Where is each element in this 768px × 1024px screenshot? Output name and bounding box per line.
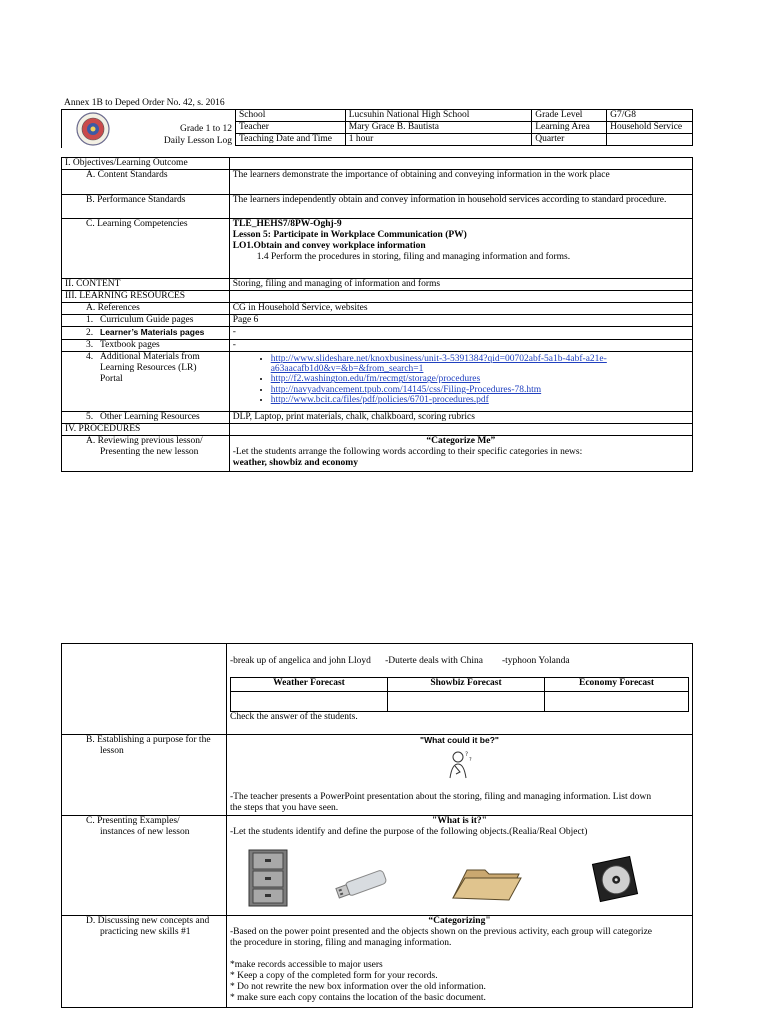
usb-flash-drive-icon <box>330 868 396 900</box>
learning-resources-heading: III. LEARNING RESOURCES <box>62 291 230 303</box>
other-resources-text: DLP, Laptop, print materials, chalk, chalkboard, scoring rubrics <box>229 412 692 424</box>
textbook-pages-label: 3. Textbook pages <box>62 340 230 352</box>
additional-materials-links <box>229 352 692 412</box>
date-time-value: 1 hour <box>345 134 531 146</box>
deped-seal-logo <box>74 111 112 147</box>
grade-label: Grade 1 to 12 <box>180 124 232 134</box>
textbook-pages-text: - <box>229 340 692 352</box>
presenting-examples-cell <box>227 816 693 916</box>
link-bcit[interactable]: http://www.bcit.ca/files/pdf/policies/6701-procedures.pdf <box>270 394 489 405</box>
grade-level-label: Grade Level <box>532 110 607 122</box>
what-is-it-text: -Let the students identify and define the purpose of the following objects.(Realia/Real Object) <box>230 827 588 837</box>
header-row-teacher <box>236 122 693 134</box>
additional-materials-label: 4. Additional Materials from Learning Resources (LR) Portal <box>62 352 230 412</box>
link-washington[interactable]: http://f2.washington.edu/fm/recmgt/storage/procedures <box>270 374 481 385</box>
categorizing-title: “Categorizing" <box>428 916 491 926</box>
learners-materials-text: - <box>229 327 692 340</box>
school-value: Lucsuhin National High School <box>345 110 531 122</box>
showbiz-forecast-header: Showbiz Forecast <box>388 678 545 692</box>
date-time-label: Teaching Date and Time <box>236 134 346 146</box>
lesson-title: Lesson 5: Participate in Workplace Communication (PW) <box>232 230 467 240</box>
categorizing-text-2: the procedure in storing, filing and managing information. <box>230 938 452 948</box>
performance-standards-text: The learners independently obtain and convey information in household services according to standard procedure. <box>229 195 692 219</box>
references-text: CG in Household Service, websites <box>229 303 692 315</box>
weather-forecast-header: Weather Forecast <box>231 678 388 692</box>
categorize-me-words: weather, showbiz and economy <box>232 458 358 468</box>
teacher-label: Teacher <box>236 122 346 134</box>
what-could-it-be-title: "What could it be?" <box>420 735 499 745</box>
discussing-concepts-label: D. Discussing new concepts and practicing new skills #1 <box>62 916 227 1008</box>
showbiz-forecast-answer <box>388 692 545 712</box>
filing-cabinet-icon <box>245 848 293 908</box>
content-text: Storing, filing and managing of information and forms <box>229 279 692 291</box>
quarter-label: Quarter <box>532 134 607 146</box>
check-answer-text: Check the answer of the students. <box>230 712 358 722</box>
lesson-plan-table <box>61 157 693 472</box>
curriculum-guide-text: Page 6 <box>229 315 692 327</box>
svg-text:?: ? <box>465 751 469 758</box>
procedure-item: * Keep a copy of the completed form for your records. <box>230 971 438 981</box>
header-row-date <box>236 134 693 146</box>
what-could-it-be-text-2: the steps that you have seen. <box>230 803 339 813</box>
procedure-item: *make records accessible to major users <box>230 960 383 970</box>
forecast-table <box>230 677 689 712</box>
link-slideshare-cont[interactable]: a63aacafb1d0&v=&b=&from_search=1 <box>270 364 424 375</box>
header-left-cell <box>61 109 236 148</box>
daily-lesson-log-label: Daily Lesson Log <box>163 136 232 146</box>
lesson-plan-table-page2 <box>61 643 693 1008</box>
news-items: -break up of angelica and john Lloyd -Duterte deals with China -typhoon Yolanda <box>230 656 570 666</box>
categorize-me-text: -Let the students arrange the following words according to their specific categories in news: <box>232 447 583 457</box>
header-table <box>235 109 693 146</box>
establishing-purpose-label: B. Establishing a purpose for the lesson <box>62 735 227 816</box>
establishing-purpose-cell <box>227 735 693 816</box>
learning-competencies-label: C. Learning Competencies <box>62 219 230 279</box>
competency-item: 1.4 Perform the procedures in storing, filing and managing information and forms. <box>256 252 571 262</box>
procedure-item: * Do not rewrite the new box information over the old information. <box>230 982 486 992</box>
presenting-examples-label: C. Presenting Examples/ instances of new lesson <box>62 816 227 916</box>
thinking-person-icon <box>442 748 476 782</box>
other-resources-label: 5. Other Learning Resources <box>62 412 230 424</box>
quarter-value <box>607 134 693 146</box>
folder-icon <box>449 864 525 904</box>
what-is-it-title: "What is it?" <box>432 816 487 826</box>
header-row-school <box>236 110 693 122</box>
content-standards-label: A. Content Standards <box>62 170 230 195</box>
reviewing-lesson-label: A. Reviewing previous lesson/ Presenting the new lesson <box>62 436 230 472</box>
categorize-me-title: “Categorize Me” <box>426 436 496 446</box>
content-standards-text: The learners demonstrate the importance of obtaining and conveying information in the work place <box>229 170 692 195</box>
content-heading: II. CONTENT <box>62 279 230 291</box>
learning-area-label: Learning Area <box>532 122 607 134</box>
performance-standards-label: B. Performance Standards <box>62 195 230 219</box>
procedures-heading: IV. PROCEDURES <box>62 424 230 436</box>
discussing-concepts-cell <box>227 916 693 1008</box>
link-navyadvancement[interactable]: http://navyadvancement.tpub.com/14145/css/Filing-Procedures-78.htm <box>270 384 542 395</box>
learners-materials-label: 2. Learner’s Materials pages <box>62 327 230 340</box>
grade-level-value: G7/G8 <box>607 110 693 122</box>
competency-code: TLE_HEHS7/8PW-Oghj-9 <box>232 219 342 229</box>
learning-competencies-cell <box>229 219 692 279</box>
learning-area-value: Household Service <box>607 122 693 134</box>
weather-forecast-answer <box>231 692 388 712</box>
cd-case-icon <box>590 854 640 904</box>
categorize-activity-cell <box>227 644 693 735</box>
what-could-it-be-text-1: -The teacher presents a PowerPoint presentation about the storing, filing and managing information. List down <box>230 792 652 802</box>
annex-reference: Annex 1B to Deped Order No. 42, s. 2016 <box>64 98 225 108</box>
svg-text:?: ? <box>469 757 472 763</box>
economy-forecast-answer <box>545 692 689 712</box>
procedure-item: * make sure each copy contains the location of the basic document. <box>230 993 486 1003</box>
teacher-value: Mary Grace B. Bautista <box>345 122 531 134</box>
economy-forecast-header: Economy Forecast <box>545 678 689 692</box>
learning-outcome: LO1.Obtain and convey workplace information <box>232 241 426 251</box>
curriculum-guide-label: 1. Curriculum Guide pages <box>62 315 230 327</box>
school-label: School <box>236 110 346 122</box>
references-label: A. References <box>62 303 230 315</box>
reviewing-lesson-cell <box>229 436 692 472</box>
categorizing-text-1: -Based on the power point presented and the objects shown on the previous activity, each group will categorize <box>230 927 653 937</box>
link-slideshare[interactable]: http://www.slideshare.net/knoxbusiness/unit-3-5391384?qid=00702abf-5a1b-4abf-a21e- <box>270 354 607 364</box>
objectives-heading: I. Objectives/Learning Outcome <box>62 158 230 170</box>
